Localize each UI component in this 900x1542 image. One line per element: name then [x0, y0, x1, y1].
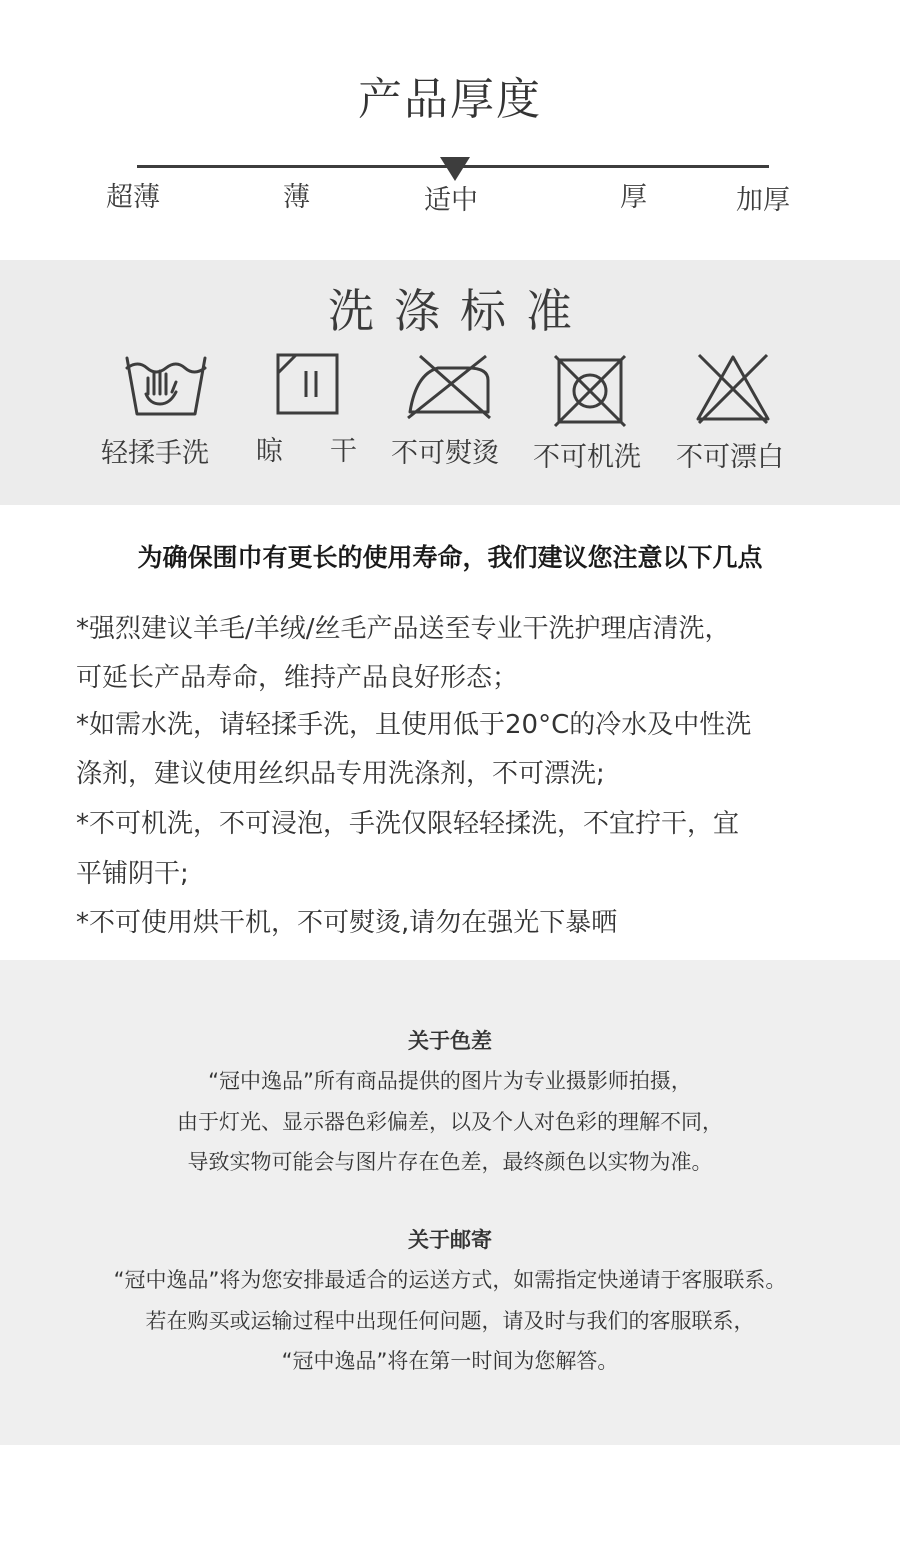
wash-label-no-iron: 不可熨烫 — [391, 438, 499, 469]
thickness-section — [0, 0, 900, 260]
care-line: 可延长产品寿命，维持产品良好形态； — [76, 663, 519, 693]
color-difference-line: 由于灯光、显示器色彩偏差，以及个人对色彩的理解不同， — [177, 1110, 723, 1134]
shipping-line: 若在购买或运输过程中出现任何问题，请及时与我们的客服联系， — [145, 1309, 755, 1333]
wash-label-hand-wash: 轻揉手洗 — [101, 438, 209, 469]
shipping-title: 关于邮寄 — [408, 1228, 492, 1252]
care-line: *不可使用烘干机，不可熨烫,请勿在强光下暴晒 — [76, 908, 618, 938]
hand-wash-icon — [124, 354, 208, 418]
no-iron-icon — [406, 354, 492, 420]
care-heading: 为确保围巾有更长的使用寿命，我们建议您注意以下几点 — [137, 543, 763, 572]
wash-label-no-bleach: 不可漂白 — [676, 442, 784, 473]
wash-title: 洗涤标准 — [328, 284, 592, 338]
no-bleach-icon — [695, 353, 771, 425]
color-difference-line: “冠中逸品”所有商品提供的图片为专业摄影师拍摄， — [208, 1069, 692, 1093]
color-difference-title: 关于色差 — [408, 1029, 492, 1053]
notes-section — [0, 960, 900, 1445]
thickness-level-extra-thick: 加厚 — [736, 185, 790, 216]
wash-label-dry-right: 干 — [330, 436, 357, 467]
thickness-level-thin: 薄 — [283, 182, 310, 213]
care-line: *强烈建议羊毛/羊绒/丝毛产品送至专业干洗护理店清洗， — [76, 614, 731, 644]
care-line: *如需水洗，请轻揉手洗，且使用低于20°C的冷水及中性洗 — [76, 710, 752, 740]
shipping-line: “冠中逸品”将在第一时间为您解答。 — [281, 1349, 619, 1373]
care-section — [0, 505, 900, 960]
dry-flat-icon — [276, 353, 339, 415]
wash-label-dry-left: 晾 — [256, 436, 283, 467]
thickness-level-thick: 厚 — [620, 182, 647, 213]
wash-section — [0, 260, 900, 505]
care-line: 平铺阴干; — [76, 859, 189, 889]
no-machine-wash-icon — [553, 354, 627, 428]
thickness-title: 产品厚度 — [358, 74, 542, 125]
wash-label-no-machine-wash: 不可机洗 — [533, 442, 641, 473]
color-difference-line: 导致实物可能会与图片存在色差，最终颜色以实物为准。 — [187, 1150, 713, 1174]
thickness-level-medium: 适中 — [424, 185, 478, 216]
care-line: *不可机洗，不可浸泡，手洗仅限轻轻揉洗，不宜拧干，宜 — [76, 809, 740, 839]
thickness-marker-icon — [440, 157, 470, 181]
thickness-level-ultrathin: 超薄 — [106, 182, 160, 213]
shipping-line: “冠中逸品”将为您安排最适合的运送方式，如需指定快递请于客服联系。 — [113, 1268, 787, 1292]
care-line: 涤剂，建议使用丝织品专用洗涤剂，不可漂洗; — [76, 759, 605, 789]
